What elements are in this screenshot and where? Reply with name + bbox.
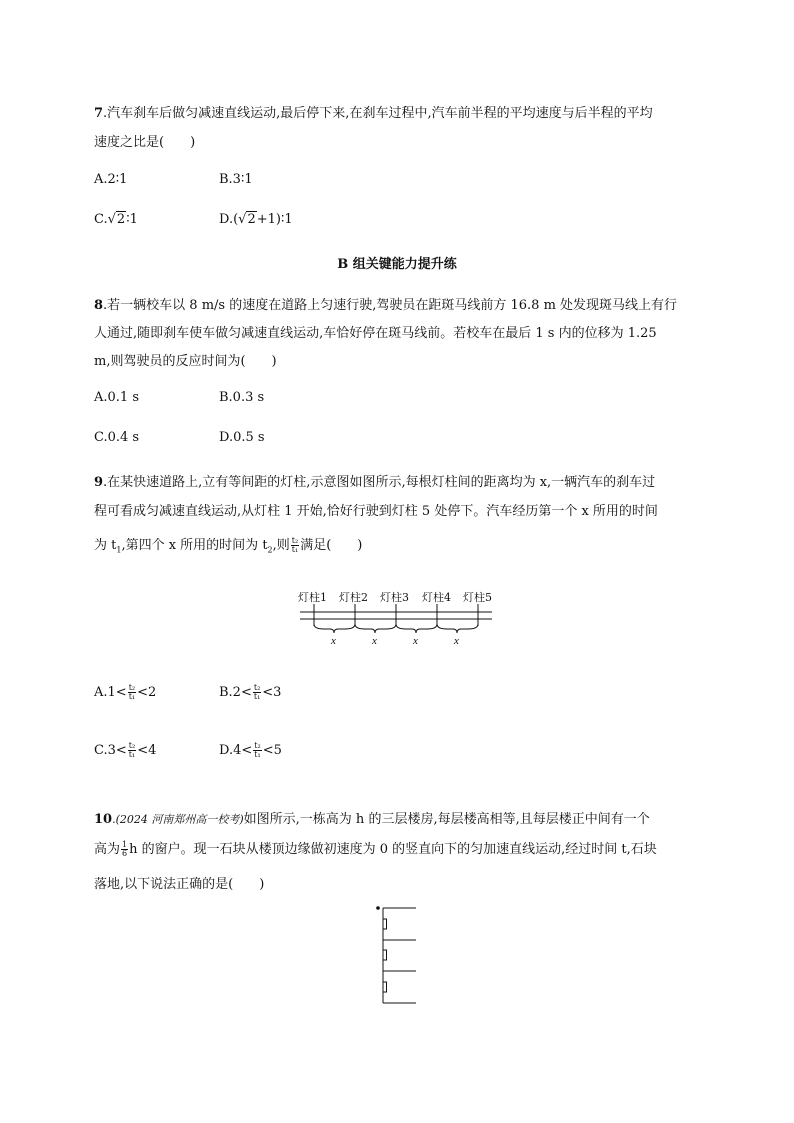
- segment-label-4: x: [454, 635, 459, 646]
- q7-number: 7: [94, 106, 104, 121]
- q8-option-b: B.0.3 s: [219, 390, 265, 405]
- q8-option-d: D.0.5 s: [219, 430, 265, 445]
- q7-line2: 速度之比是( ): [94, 135, 196, 150]
- q10-line3: 落地,以下说法正确的是( ): [94, 877, 265, 892]
- q10-line2: 高为 $\frac{1}{6}$ h 的窗户。现一石块从楼顶边缘做初速度为 0 的竖直向下的匀加速直线运动,经过时间 t,石块: [94, 840, 657, 858]
- q9-line2: 程可看成匀减速直线运动,从灯柱 1 开始,恰好行驶到灯柱 5 处停下。汽车经历第一个 x 所用的时间: [94, 504, 658, 519]
- stone-dot: [376, 906, 380, 910]
- q9-option-c: C.3< $\frac{\text{t₂}}{\text{t₁}}$ <4: [94, 741, 157, 759]
- q9-option-b: B.2< $\frac{\text{t₂}}{\text{t₁}}$ <3: [219, 683, 282, 701]
- q9-line1: 9.在某快速道路上,立有等间距的灯柱,示意图如图所示,每根灯柱间的距离均为 x,一辆汽车的刹车过: [94, 475, 656, 490]
- q9-fraction: $\frac{\text{t₂}}{\text{t₁}}$: [291, 536, 299, 554]
- lamp-post-label-4: 灯柱4: [422, 591, 451, 604]
- q9-number: 9: [94, 475, 104, 490]
- brace-4: [437, 624, 478, 633]
- segment-label-3: x: [413, 635, 418, 646]
- q10-line1: 10.(2024 河南郑州高一校考)如图所示,一栋高为 h 的三层楼房,每层楼高相等,且每层楼正中间有一个: [94, 812, 650, 827]
- q9-option-d: D.4< $\frac{\text{t₂}}{\text{t₁}}$ <5: [219, 741, 282, 759]
- q7-option-d: D.(√2+1)∶1: [219, 212, 293, 227]
- q8-number: 8: [94, 298, 104, 313]
- window-1: [383, 982, 387, 992]
- lamp-post-label-5: 灯柱5: [463, 591, 492, 604]
- brace-3: [396, 624, 437, 633]
- q8-line3: m,则驾驶员的反应时间为( ): [94, 354, 277, 369]
- q9-line3: 为 $t_1$,第四个 x 所用的时间为 $t_2$,则 $\frac{\text{t₂}}{\text{t₁}}$ 满足( ): [94, 536, 363, 555]
- q8-line2: 人通过,随即刹车使车做匀减速直线运动,车恰好停在斑马线前。若校车在最后 1 s 内的位移为 1.25: [94, 326, 657, 341]
- building-figure: [374, 904, 420, 1004]
- q8-line1: 8.若一辆校车以 8 m/s 的速度在道路上匀速行驶,驾驶员在距斑马线前方 16.8 m 处发现斑马线上有行: [94, 298, 678, 313]
- q7-option-a: A.2∶1: [94, 172, 128, 187]
- lamp-post-label-2: 灯柱2: [339, 591, 368, 604]
- brace-2: [355, 624, 396, 633]
- q10-number: 10: [94, 812, 113, 827]
- q8-option-a: A.0.1 s: [94, 390, 139, 405]
- window-2: [383, 950, 387, 960]
- window-3: [383, 919, 387, 929]
- q7-option-b: B.3∶1: [219, 172, 253, 187]
- segment-label-1: x: [331, 635, 336, 646]
- lamp-post-figure: [296, 590, 506, 646]
- segment-label-2: x: [372, 635, 377, 646]
- section-title: B 组关键能力提升练: [337, 257, 457, 272]
- lamp-post-label-1: 灯柱1: [298, 591, 327, 604]
- lamp-post-label-3: 灯柱3: [380, 591, 409, 604]
- brace-1: [314, 624, 355, 633]
- q10-fraction: $\frac{1}{6}$: [122, 840, 128, 858]
- q8-option-c: C.0.4 s: [94, 430, 140, 445]
- q9-option-a: A.1< $\frac{\text{t₂}}{\text{t₁}}$ <2: [94, 683, 157, 701]
- q10-source: .(2024 河南郑州高一校考): [112, 813, 244, 826]
- q7-option-c: C.√2∶1: [94, 212, 138, 227]
- q7-line1: 7.汽车刹车后做匀减速直线运动,最后停下来,在刹车过程中,汽车前半程的平均速度与后半程的平均: [94, 106, 653, 121]
